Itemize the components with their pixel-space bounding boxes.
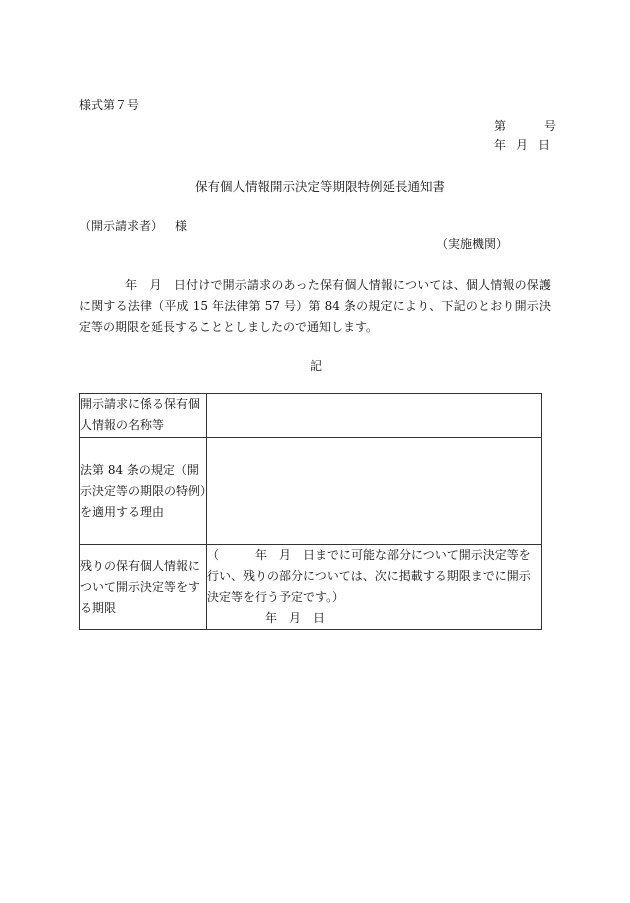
document-number-prefix: 第	[494, 119, 507, 133]
issue-date-month: 月	[516, 138, 529, 152]
form-number: 様式第７号	[79, 98, 140, 112]
deadline-date: 年 月 日	[265, 611, 326, 625]
row-label-deadline: 残りの保有個人情報について開示決定等をする期限	[80, 545, 207, 630]
row-value-information-name	[207, 394, 542, 438]
table-row	[80, 438, 542, 545]
addressee	[79, 220, 187, 232]
issue-date-day: 日	[538, 138, 551, 152]
row-label-reason: 法第 84 条の規定（開示決定等の期限の特例）を適用する理由	[80, 438, 207, 545]
document-title: 保有個人情報開示決定等期限特例延長通知書	[195, 179, 446, 194]
notice-body	[79, 275, 551, 338]
row-value-reason	[207, 438, 542, 545]
table-row	[80, 545, 542, 630]
addressee-label: （開示請求者）	[79, 219, 164, 233]
notice-body-text: 年 月 日付けで開示請求のあった保有個人情報については、個人情報の保護に関する法律（平成 15 年法律第 57 号）第 84 条の規定により、下記のとおり開示決定等の期限を延長することとしましたので通知します。	[79, 278, 551, 334]
table-row	[80, 394, 542, 438]
addressee-honorific: 様	[175, 219, 188, 233]
row-label-information-name: 開示請求に係る保有個人情報の名称等	[80, 394, 207, 438]
issue-date	[494, 139, 550, 151]
section-heading: 記	[310, 359, 323, 373]
deadline-text: （ 年 月 日までに可能な部分について開示決定等を行い、残りの部分については、次に掲載する期限までに開示決定等を行う予定です。）	[207, 548, 531, 604]
details-table	[79, 393, 542, 630]
row-value-deadline	[207, 545, 542, 630]
issue-date-year: 年	[494, 138, 507, 152]
implementing-agency: （実施機関）	[436, 237, 509, 251]
document-number	[494, 120, 556, 132]
document-number-suffix: 号	[544, 119, 557, 133]
